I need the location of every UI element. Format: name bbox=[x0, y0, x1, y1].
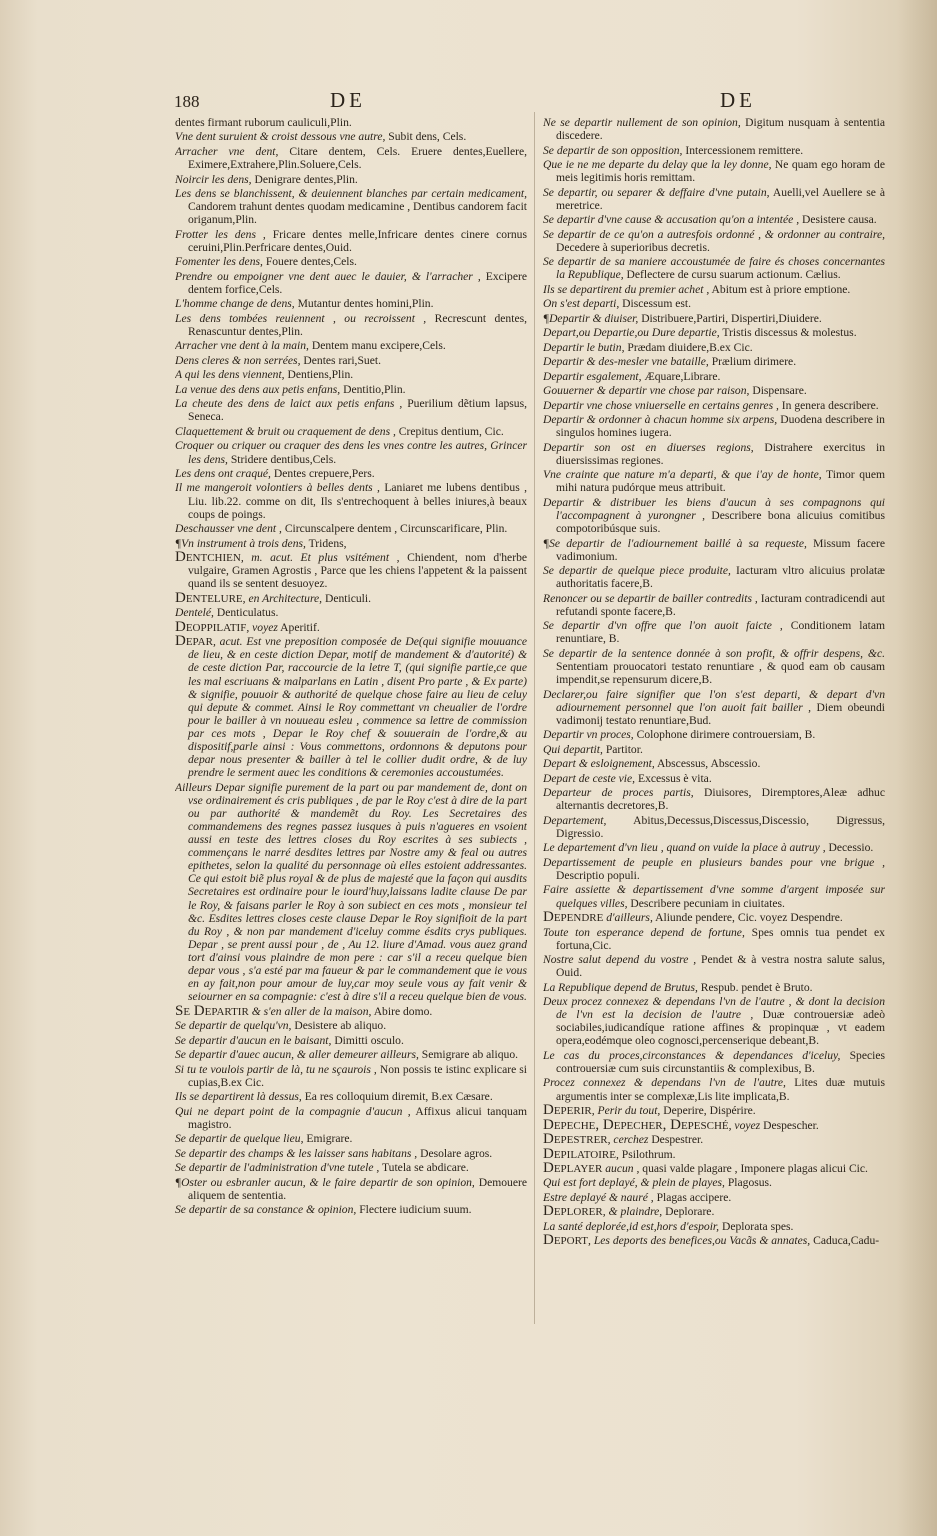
dictionary-entry bbox=[175, 1203, 527, 1216]
entry-french-text: , en Architecture, bbox=[242, 591, 323, 605]
entry-latin-text: Tridens, bbox=[308, 536, 347, 550]
entry-french-text: , Les deports des benefices,ou Vacãs & annates, bbox=[588, 1234, 811, 1248]
entry-latin-text: quasi valde plagare , Imponere plagas alicui Cic. bbox=[642, 1162, 868, 1175]
entry-latin-text: Diuisores, Diremptores,Aleæ adhuc alternantis decretores,B. bbox=[556, 786, 885, 813]
entry-french-text: Se departir de sa maniere accoustumée de faire és choses concernantes la Republique, bbox=[543, 255, 885, 282]
entry-latin-text: Abscessus, Abscessio. bbox=[657, 757, 761, 771]
dictionary-entry bbox=[175, 130, 527, 143]
entry-french-text: Vne dent suruient & croist dessous vne autre, bbox=[175, 130, 386, 144]
entry-latin-text: Duæ controuersiæ adeò sociabiles,iudicandíque ratione affines & propinquæ , vt eadem opera,eodémque oleo cognosci,percenserique debeant,B. bbox=[556, 1008, 885, 1048]
entry-latin-text: Dentes rari,Suet. bbox=[303, 353, 381, 367]
dictionary-entry bbox=[543, 355, 885, 368]
entry-latin-text: Puerilium dẽtium lapsus, Seneca. bbox=[188, 397, 527, 424]
entry-latin-text: Conditionem latam renuntiare, B. bbox=[556, 619, 885, 646]
entry-french-text: Se departir d'vn offre que l'on auoit faicte , bbox=[543, 619, 783, 633]
entry-latin-text: Desolare agros. bbox=[420, 1146, 493, 1160]
page-number: 188 bbox=[174, 92, 200, 111]
entry-latin-text: Emigrare. bbox=[306, 1132, 353, 1146]
dictionary-entry bbox=[175, 1019, 527, 1032]
entry-latin-text: Denticulatus. bbox=[216, 606, 279, 620]
dictionary-entry bbox=[543, 619, 885, 645]
entry-latin-text: Digitum nusquam à sententia discedere. bbox=[556, 116, 885, 143]
dictionary-entry bbox=[175, 270, 527, 296]
dictionary-entry bbox=[543, 814, 885, 840]
entry-french-text: , m. acut. Et plus vsitément , bbox=[240, 551, 400, 565]
entry-french-text: Departir vne chose vniuerselle en certains genres , bbox=[543, 398, 779, 412]
entry-latin-text: Candorem trahunt dentes quodam medicamine , Dentibus candorem facit origanum,Plin. bbox=[188, 200, 527, 227]
entry-latin-text: Excipere dentem forfice,Cels. bbox=[188, 269, 527, 296]
dictionary-entry bbox=[543, 926, 885, 952]
dictionary-entry bbox=[175, 116, 527, 129]
entry-french-text: Departir & ordonner à chacun homme six arpens, bbox=[543, 413, 778, 427]
entry-french-text: Toute ton esperance depend de fortune, bbox=[543, 925, 745, 939]
dictionary-entry bbox=[175, 781, 527, 1004]
entry-latin-text: Affixus alicui tanquam magistro. bbox=[188, 1104, 527, 1131]
dictionary-entry bbox=[543, 688, 885, 727]
dictionary-entry bbox=[175, 1147, 527, 1160]
dictionary-entry bbox=[543, 911, 885, 924]
entry-french-text: Nostre salut depend du vostre , bbox=[543, 953, 697, 967]
dictionary-entry bbox=[543, 1205, 885, 1218]
entry-french-text: La Republique depend de Brutus, bbox=[543, 980, 698, 994]
dictionary-entry bbox=[175, 383, 527, 396]
entry-latin-text: Denigrare dentes,Plin. bbox=[254, 172, 358, 186]
entry-french-text: ¶Vn instrument à trois dens, bbox=[175, 536, 306, 550]
dictionary-entry bbox=[543, 413, 885, 439]
entry-latin-text: Denticuli. bbox=[324, 591, 372, 605]
dictionary-entry bbox=[175, 606, 527, 619]
entry-latin-text: Circunscalpere dentem , Circunscarificare, Plin. bbox=[284, 522, 508, 536]
entry-french-text: Ils se departirent du premier achet , bbox=[543, 282, 710, 296]
dictionary-entry bbox=[543, 1191, 885, 1204]
dictionary-entry bbox=[543, 995, 885, 1047]
dictionary-entry bbox=[175, 354, 527, 367]
dictionary-entry bbox=[175, 618, 527, 635]
entry-latin-text: Dentitio,Plin. bbox=[343, 382, 406, 396]
dictionary-entry bbox=[543, 981, 885, 994]
entry-french-text: Se departir, ou separer & deffaire d'vne putain, bbox=[543, 185, 770, 199]
entry-french-text: Departir son ost en diuerses regions, bbox=[543, 440, 754, 454]
entry-french-text: Dentelé, bbox=[175, 606, 214, 620]
dictionary-entry bbox=[543, 883, 885, 909]
entry-latin-text: Iacturam vltro alicuius prolatæ authoritatis facere,B. bbox=[556, 564, 885, 591]
entry-latin-text: Excessus è vita. bbox=[637, 771, 712, 785]
entry-french-text: Se departir de ce qu'on a autresfois ordonné , & ordonner au contraire, bbox=[543, 227, 885, 241]
entry-french-text: Le cas du proces,circonstances & dependances d'iceluy, bbox=[543, 1048, 841, 1062]
entry-latin-text: Chiendent, nom d'herbe vulgaire, Gramen Agrostis , Parce que les chiens l'appetent & la paissent quand ils se sentent desuoyez. bbox=[188, 551, 527, 591]
entry-french-text: On s'est departi, bbox=[543, 297, 620, 311]
dictionary-entry bbox=[175, 481, 527, 520]
entry-french-text: , voyez bbox=[728, 1118, 761, 1132]
dictionary-entry bbox=[543, 1162, 885, 1175]
entry-french-text: , voyez bbox=[246, 620, 278, 634]
entry-french-text: Si tu te voulois partir de là, tu ne sçaurois , bbox=[175, 1062, 377, 1076]
entry-latin-text: Abitum est à priore emptione. bbox=[711, 282, 851, 296]
entry-french-text: Qui ne depart point de la compagnie d'aucun , bbox=[175, 1104, 411, 1118]
dictionary-entry bbox=[543, 116, 885, 142]
dictionary-entry bbox=[543, 326, 885, 339]
dictionary-entry bbox=[175, 1176, 527, 1202]
entry-latin-text: Desistere ab aliquo. bbox=[294, 1019, 387, 1033]
dictionary-entry bbox=[543, 564, 885, 590]
entry-latin-text: Distribuere,Partiri, Dispertiri,Diuidere. bbox=[641, 311, 822, 325]
entry-french-text: Estre deplayé & nauré , bbox=[543, 1190, 654, 1204]
entry-french-text: Croquer ou criquer ou craquer des dens les vnes contre les autres, Grincer les dens, bbox=[175, 439, 527, 466]
dictionary-entry bbox=[543, 728, 885, 741]
entry-latin-text: Despestrer. bbox=[651, 1133, 704, 1147]
entry-latin-text: Caduca,Cadu- bbox=[813, 1234, 880, 1248]
entry-french-text: Ils se departirent là dessus, bbox=[175, 1090, 302, 1104]
entry-latin-text: Fricare dentes melle,Infricare dentes cinere cornus ceruini,Plin.Perfricare dentes,Ouid. bbox=[188, 227, 527, 254]
entry-latin-text: Subit dens, Cels. bbox=[388, 130, 467, 144]
entry-latin-text: Abitus,Decessus,Discessus,Discessio, Digressus, Digressio. bbox=[556, 813, 885, 840]
entry-latin-text: Timor quem mihi natura pudórque meus attribuit. bbox=[556, 468, 885, 495]
entry-latin-text: Auelli,vel Auellere se à meretrice. bbox=[556, 185, 885, 212]
dictionary-entry bbox=[543, 1049, 885, 1075]
entry-latin-text: Spes omnis tua pendet ex fortuna,Cic. bbox=[556, 925, 885, 952]
entry-french-text: Departir & des-mesler vne bataille, bbox=[543, 355, 709, 369]
entry-french-text: Departir le butin, bbox=[543, 340, 625, 354]
entry-french-text: Se departir des champs & les laisser sans habitans , bbox=[175, 1146, 418, 1160]
entry-latin-text: Dentes crepuere,Pers. bbox=[273, 466, 375, 480]
entry-french-text: Se departir de son opposition, bbox=[543, 143, 683, 157]
entry-french-text: Les dens tombées reuiennent , ou recroissent , bbox=[175, 311, 427, 325]
dictionary-entry bbox=[543, 1133, 885, 1146]
entry-latin-text: Distrahere exercitus in diuersissimas regiones. bbox=[556, 440, 885, 467]
entry-french-text: Renoncer ou se departir de bailler contredits , bbox=[543, 591, 758, 605]
entry-headword: Dependre bbox=[543, 909, 604, 926]
entry-latin-text: Deflectere de cursu suarum actionum. Cælius. bbox=[626, 268, 841, 282]
entry-french-text: La santé deplorée,id est,hors d'espoir, bbox=[543, 1219, 720, 1233]
entry-headword: Deport bbox=[543, 1232, 589, 1249]
entry-french-text: , acut. Est vne preposition composée de De(qui signifie mouuance de lieu, & en ceste diction Depar, motif de mandement & d'autorité) & de ceste diction Par, raccourcie de la letre T, (qui signifie partie,ce que les mal escriuans & malparlans en Latin , disent Pro parte , & Ex parte) & signifie, pouuoir & authorité de quelque chose faire au lieu de celuy qui depute & commet. Ainsi le Roy commettant vn cheualier de l'ordre pour le bailler à vn nouueau esleu , commence sa lettre de commission par ces mots , Depar le Roy chef & souuerain de l'ordre,& au dispositif,parle ainsi : Vous commettons, ordonnons & deputons pour depar nous presenter & bailler à tel le collier dudit ordre, & de luy prendre le serment auec les conditions & ceremonies accoustumées. bbox=[188, 635, 527, 780]
right-column bbox=[543, 116, 885, 1331]
entry-french-text: L'homme change de dens, bbox=[175, 297, 295, 311]
entry-latin-text: Discessum est. bbox=[622, 297, 692, 311]
entry-french-text: Ailleurs Depar signifie purement de la part ou par mandement de, dont on vse ordinairement és cris publiques , de par le Roy c'est à dire de la part ou par authorité & mandemẽt du Roy. Les Secretaires des commandemens des regnes passez iusques à puis n'agueres en vsoient aussi en teste des lettres closes du Roy escrites à ses subiects , commençans le narré desdites lettres par Nostre amy & feal ou autres epithetes, selon la qualité du personnage où elles estoient addressantes. Ce qui estoit biẽ plus royal & de plus de majesté que la façon qui ausdits Secretaires est ordinaire pour le iourd'huy,laissans ladite clause De par le Roy, & faisans parler le Roy à son subiect en ces mots , monsieur tel &c. Esdites lettres closes ceste clause Depar le Roy signifioit de la part du Roy , & non par mandement d'iceluy comme ésdits crys publiques. Depar , se prent aussi pour , de , Au 12. liure d'Amad. vous auez grand tort d'ainsi vous plaindre de mon pere : car s'il a receu quelque bien depar vous , s'a esté par ma faueur & par le commandement que ie vous en ay fait,non pour amour de luy,car moy seule vous ay fait venir & seiourner en sa compagnie: c'est à dire s'il a receu quelque bien de vous. bbox=[175, 780, 527, 1004]
entry-french-text: Ne se departir nullement de son opinion, bbox=[543, 116, 741, 129]
entry-french-text: Frotter les dens , bbox=[175, 227, 266, 241]
dictionary-entry bbox=[543, 255, 885, 281]
entry-latin-text: Desistere causa. bbox=[802, 213, 877, 227]
entry-latin-text: Recrescunt dentes, Renascuntur dentes,Plin. bbox=[188, 311, 527, 338]
entry-french-text: Depart de ceste vie, bbox=[543, 771, 636, 785]
entry-headword: Dentchien bbox=[175, 549, 241, 566]
entry-french-text: , cerchez bbox=[607, 1133, 649, 1147]
entry-french-text: Se departir de l'administration d'vne tutele , bbox=[175, 1161, 380, 1175]
dictionary-entry bbox=[175, 467, 527, 480]
entry-french-text: Departir & distribuer les biens d'aucun à ses compagnons qui l'accompagnent à yurongner , bbox=[543, 495, 885, 523]
entry-latin-text: Dispensare. bbox=[752, 384, 807, 398]
entry-french-text: Vne crainte que nature m'a departi, & que i'ay de honte, bbox=[543, 468, 822, 482]
entry-french-text: Faire assiette & departissement d'vne somme d'argent imposée sur quelques villes, bbox=[543, 883, 885, 910]
entry-french-text: Deschausser vne dent , bbox=[175, 522, 282, 536]
dictionary-entry bbox=[175, 297, 527, 310]
dictionary-entry bbox=[543, 841, 885, 854]
entry-latin-text: Lites duæ mutuis argumentis inter se complexæ,Lis lite implicata,B. bbox=[556, 1076, 885, 1103]
dictionary-entry bbox=[175, 397, 527, 423]
entry-latin-text: Aliunde pendere, Cic. voyez Despendre. bbox=[655, 911, 843, 925]
dictionary-entry bbox=[543, 1076, 885, 1102]
entry-french-text: Procez connexez & dependans l'vn de l'autre, bbox=[543, 1076, 786, 1090]
dictionary-entry bbox=[543, 1234, 885, 1247]
entry-latin-text: Prælium dirimere. bbox=[711, 355, 797, 369]
entry-latin-text: Mutantur dentes homini,Plin. bbox=[297, 297, 434, 311]
entry-latin-text: Dimitti osculo. bbox=[334, 1033, 404, 1047]
entry-french-text: Depart,ou Departie,ou Dure departie, bbox=[543, 326, 720, 340]
entry-latin-text: dentes firmant ruborum cauliculi,Plin. bbox=[175, 116, 352, 129]
entry-headword: Dentelure bbox=[175, 589, 243, 606]
entry-headword: Depestrer bbox=[543, 1131, 608, 1148]
entry-latin-text: Respub. pendet è Bruto. bbox=[700, 980, 813, 994]
dictionary-entry bbox=[543, 647, 885, 686]
dictionary-entry bbox=[175, 173, 527, 186]
dictionary-entry bbox=[543, 186, 885, 212]
entry-french-text: aucun , bbox=[602, 1162, 640, 1175]
dictionary-entry bbox=[543, 1220, 885, 1233]
dictionary-entry bbox=[175, 522, 527, 535]
entry-latin-text: Fouere dentes,Cels. bbox=[265, 255, 357, 269]
entry-latin-text: Sententiam prouocatori testato renuntiare , & quod eam ob causam impendit,se repensurum dicere,B. bbox=[556, 660, 885, 687]
entry-french-text: Se departir de sa constance & opinion, bbox=[175, 1203, 357, 1217]
entry-latin-text: In genera describere. bbox=[781, 398, 879, 412]
dictionary-entry bbox=[543, 399, 885, 412]
dictionary-entry bbox=[543, 144, 885, 157]
entry-latin-text: Ne quam ego horam de meis legitimis horis remittam. bbox=[556, 158, 885, 185]
entry-latin-text: Demouere aliquem de sententia. bbox=[188, 1175, 527, 1202]
entry-french-text: Deux procez connexez & dependans l'vn de l'autre , & dont la decision de l'vn est la decision de l'autre , bbox=[543, 995, 885, 1022]
dictionary-entry bbox=[175, 228, 527, 254]
dictionary-entry bbox=[175, 368, 527, 381]
entry-french-text: Qui departit, bbox=[543, 742, 603, 756]
entry-latin-text: Plagas accipere. bbox=[656, 1190, 732, 1204]
dictionary-entry bbox=[543, 592, 885, 618]
entry-french-text: & s'en aller de la maison, bbox=[248, 1004, 372, 1018]
dictionary-entry bbox=[543, 213, 885, 226]
entry-latin-text: Decedere à superioribus decretis. bbox=[556, 240, 710, 254]
entry-latin-text: Crepitus dentium, Cic. bbox=[398, 424, 504, 438]
entry-french-text: Les dens ont craqué, bbox=[175, 466, 271, 480]
entry-latin-text: Dentem manu excipere,Cels. bbox=[311, 339, 446, 353]
entry-latin-text: Species controuersiæ cum suis circunstantiis & complexibus, B. bbox=[556, 1048, 885, 1075]
entry-latin-text: Stridere dentibus,Cels. bbox=[230, 452, 337, 466]
entry-french-text: Noircir les dens, bbox=[175, 172, 252, 186]
entry-french-text: ¶Se departir de l'adiournement baillé à sa requeste, bbox=[543, 536, 807, 550]
entry-french-text: Se departir de quelque piece produite, bbox=[543, 564, 731, 578]
dictionary-entry bbox=[543, 341, 885, 354]
entry-french-text: Arracher vne dent, bbox=[175, 144, 279, 158]
dictionary-entry bbox=[543, 786, 885, 812]
entry-french-text: Departeur de proces partis, bbox=[543, 786, 694, 800]
entry-french-text: Qui est fort deplayé, & plein de playes, bbox=[543, 1176, 725, 1190]
entry-french-text: Departement, bbox=[543, 813, 607, 827]
dictionary-entry bbox=[175, 1063, 527, 1089]
entry-latin-text: Prædam diuidere,B.ex Cic. bbox=[627, 340, 753, 354]
entry-french-text: , bbox=[615, 1147, 619, 1161]
entry-french-text: , Perir du tout, bbox=[591, 1104, 661, 1118]
entry-latin-text: Decessio. bbox=[828, 841, 874, 855]
dictionary-entry bbox=[175, 1002, 527, 1019]
entry-french-text: Gouuerner & departir vne chose par raison, bbox=[543, 384, 750, 398]
entry-french-text: Declarer,ou faire signifier que l'on s'est departi, & depart d'vn adiournement personnel que l'on auoit fait bailler , bbox=[543, 687, 885, 714]
entry-french-text: ¶Departir & diuiser, bbox=[543, 311, 639, 325]
entry-latin-text: Iacturam contradicendi aut refutandi sponte facere,B. bbox=[556, 591, 885, 618]
entry-headword: Depeche, Depecher, Depesché bbox=[543, 1116, 729, 1133]
entry-latin-text: Citare dentem, Cels. Eruere dentes,Euellere, Eximere,Extrahere,Plin.Soluere,Cels. bbox=[188, 144, 527, 172]
entry-headword: Deplorer bbox=[543, 1203, 603, 1220]
entry-latin-text: Pendet & à vestra nostra salute salus, Ouid. bbox=[556, 953, 885, 980]
dictionary-entry bbox=[543, 283, 885, 296]
entry-latin-text: Describere pecuniam in ciuitates. bbox=[630, 896, 785, 910]
entry-latin-text: Semigrare ab aliquo. bbox=[421, 1048, 519, 1062]
entry-french-text: Fomenter les dens, bbox=[175, 255, 263, 269]
entry-french-text: Il me mangeroit volontiers à belles dents , bbox=[175, 481, 380, 495]
entry-latin-text: Intercessionem remittere. bbox=[685, 143, 804, 157]
entry-latin-text: Deplorata spes. bbox=[721, 1219, 794, 1233]
dictionary-entry bbox=[175, 1161, 527, 1174]
entry-french-text: Se departir d'auec aucun, & aller demeurer ailleurs, bbox=[175, 1048, 419, 1062]
entry-french-text: Departissement de peuple en plusieurs bandes pour vne brigue , bbox=[543, 855, 885, 869]
entry-latin-text: Dentiens,Plin. bbox=[287, 368, 354, 382]
entry-latin-text: Abire domo. bbox=[373, 1004, 433, 1018]
entry-latin-text: Non possis te istinc explicare si cupias,B.ex Cic. bbox=[188, 1062, 527, 1089]
entry-headword: Deoppilatif bbox=[175, 618, 247, 635]
entry-latin-text: Æquare,Librare. bbox=[644, 369, 721, 383]
entry-latin-text: Plagosus. bbox=[727, 1176, 772, 1190]
right-running-head: DE bbox=[720, 88, 756, 112]
entry-latin-text: Laniaret me lubens dentibus , Liu. lib.22. comme on dit, Ils s'entrechoquent à belles iniures,à beaux coups de poings. bbox=[188, 481, 527, 521]
dictionary-entry bbox=[543, 384, 885, 397]
dictionary-entry bbox=[175, 187, 527, 226]
dictionary-entry bbox=[543, 1145, 885, 1162]
entry-latin-text: Missum facere vadimonium. bbox=[556, 536, 885, 563]
entry-french-text: Prendre ou empoigner vne dent auec le dauier, & l'arracher , bbox=[175, 269, 481, 283]
dictionary-entry bbox=[175, 589, 527, 606]
entry-french-text: Departir vn proces, bbox=[543, 728, 634, 742]
entry-french-text: Se departir de quelqu'vn, bbox=[175, 1019, 292, 1033]
entry-latin-text: Colophone dirimere controuersiam, B. bbox=[636, 728, 816, 742]
entry-french-text: Arracher vne dent à la main, bbox=[175, 339, 309, 353]
dictionary-entry bbox=[543, 1104, 885, 1117]
dictionary-entry bbox=[543, 312, 885, 325]
entry-headword: Deplayer bbox=[543, 1160, 603, 1176]
entry-french-text: Departir esgalement, bbox=[543, 369, 642, 383]
entry-french-text: La venue des dens aux petis enfans, bbox=[175, 382, 341, 396]
dictionary-entry bbox=[543, 757, 885, 770]
dictionary-entry bbox=[175, 425, 527, 438]
entry-french-text: Dens cleres & non serrées, bbox=[175, 353, 301, 367]
left-running-head: DE bbox=[330, 88, 366, 112]
dictionary-entry bbox=[543, 1176, 885, 1189]
dictionary-entry bbox=[175, 145, 527, 171]
entry-latin-text: Despescher. bbox=[763, 1118, 819, 1132]
entry-headword: Depilatoire bbox=[543, 1145, 616, 1162]
dictionary-entry bbox=[543, 772, 885, 785]
dictionary-entry bbox=[543, 537, 885, 563]
entry-french-text: Se departir de quelque lieu, bbox=[175, 1132, 304, 1146]
dictionary-entry bbox=[175, 312, 527, 338]
dictionary-entry bbox=[543, 856, 885, 882]
entry-french-text: A qui les dens viennent, bbox=[175, 368, 285, 382]
entry-latin-text: Aperitif. bbox=[280, 620, 320, 634]
dictionary-entry bbox=[175, 537, 527, 550]
dictionary-entry bbox=[543, 370, 885, 383]
entry-latin-text: Partitor. bbox=[605, 742, 643, 756]
dictionary-entry bbox=[175, 1048, 527, 1061]
entry-french-text: ¶Oster ou esbranler aucun, & le faire departir de son opinion, bbox=[175, 1175, 475, 1189]
entry-latin-text: Tristis discessus & molestus. bbox=[722, 326, 857, 340]
entry-headword: Depar bbox=[175, 633, 213, 650]
entry-french-text: Claquettement & bruit ou craquement de dens , bbox=[175, 424, 396, 438]
entry-latin-text: Tutela se abdicare. bbox=[381, 1161, 469, 1175]
entry-latin-text: Ea res colloquium diremit, B.ex Cæsare. bbox=[304, 1090, 493, 1104]
dictionary-entry bbox=[543, 158, 885, 184]
dictionary-entry bbox=[175, 1034, 527, 1047]
dictionary-entry bbox=[175, 1132, 527, 1145]
entry-latin-text: Diem obeundi vadimonij testato renuntiare,Bud. bbox=[556, 700, 885, 727]
entry-latin-text: Descriptio populi. bbox=[556, 868, 640, 882]
entry-latin-text: Psilothrum. bbox=[621, 1147, 676, 1161]
entry-latin-text: Describere bona alicuius comitibus compotoribúsque suis. bbox=[556, 509, 885, 536]
page-edge-shadow bbox=[897, 0, 937, 1536]
entry-latin-text: Deperire, Dispérire. bbox=[663, 1104, 756, 1118]
dictionary-entry bbox=[543, 496, 885, 535]
dictionary-entry bbox=[175, 439, 527, 465]
dictionary-entry bbox=[543, 297, 885, 310]
entry-french-text: Les dens se blanchissent, & deuiennent blanches par certain medicament, bbox=[175, 187, 527, 201]
entry-french-text: d'ailleurs, bbox=[603, 911, 653, 925]
entry-french-text: Que ie ne me departe du delay que la ley donne, bbox=[543, 158, 772, 172]
entry-latin-text: Deplorare. bbox=[665, 1205, 715, 1219]
entry-headword: Se Departir bbox=[175, 1002, 249, 1019]
entry-french-text: Se departir d'aucun en le baisant, bbox=[175, 1033, 332, 1047]
entry-french-text: Le departement d'vn lieu , quand on vuide la place à autruy , bbox=[543, 841, 826, 855]
left-column bbox=[175, 116, 527, 1331]
dictionary-entry bbox=[543, 468, 885, 494]
entry-french-text: Se departir d'vne cause & accusation qu'on a intentée , bbox=[543, 213, 800, 227]
entry-french-text: La cheute des dens de laict aux petis enfans , bbox=[175, 397, 403, 411]
entry-french-text: Depart & esloignement, bbox=[543, 757, 655, 771]
dictionary-entry bbox=[543, 228, 885, 254]
dictionary-entry bbox=[175, 339, 527, 352]
dictionary-entry bbox=[175, 1090, 527, 1103]
entry-french-text: Se departir de la sentence donnée à son profit, & offrir despens, &c. bbox=[543, 646, 885, 660]
dictionary-entry bbox=[175, 1105, 527, 1131]
dictionary-entry bbox=[175, 551, 527, 590]
entry-latin-text: Duodena describere in singulos homines iugera. bbox=[556, 413, 885, 440]
entry-headword: Deperir bbox=[543, 1102, 592, 1119]
dictionary-entry bbox=[543, 743, 885, 756]
dictionary-entry bbox=[543, 1116, 885, 1133]
column-divider bbox=[534, 112, 535, 1324]
dictionary-entry bbox=[543, 441, 885, 467]
dictionary-entry bbox=[175, 255, 527, 268]
dictionary-entry bbox=[175, 635, 527, 779]
dictionary-entry bbox=[543, 953, 885, 979]
entry-latin-text: Flectere iudicium suum. bbox=[359, 1203, 472, 1217]
entry-french-text: , & plaindre, bbox=[602, 1205, 663, 1219]
